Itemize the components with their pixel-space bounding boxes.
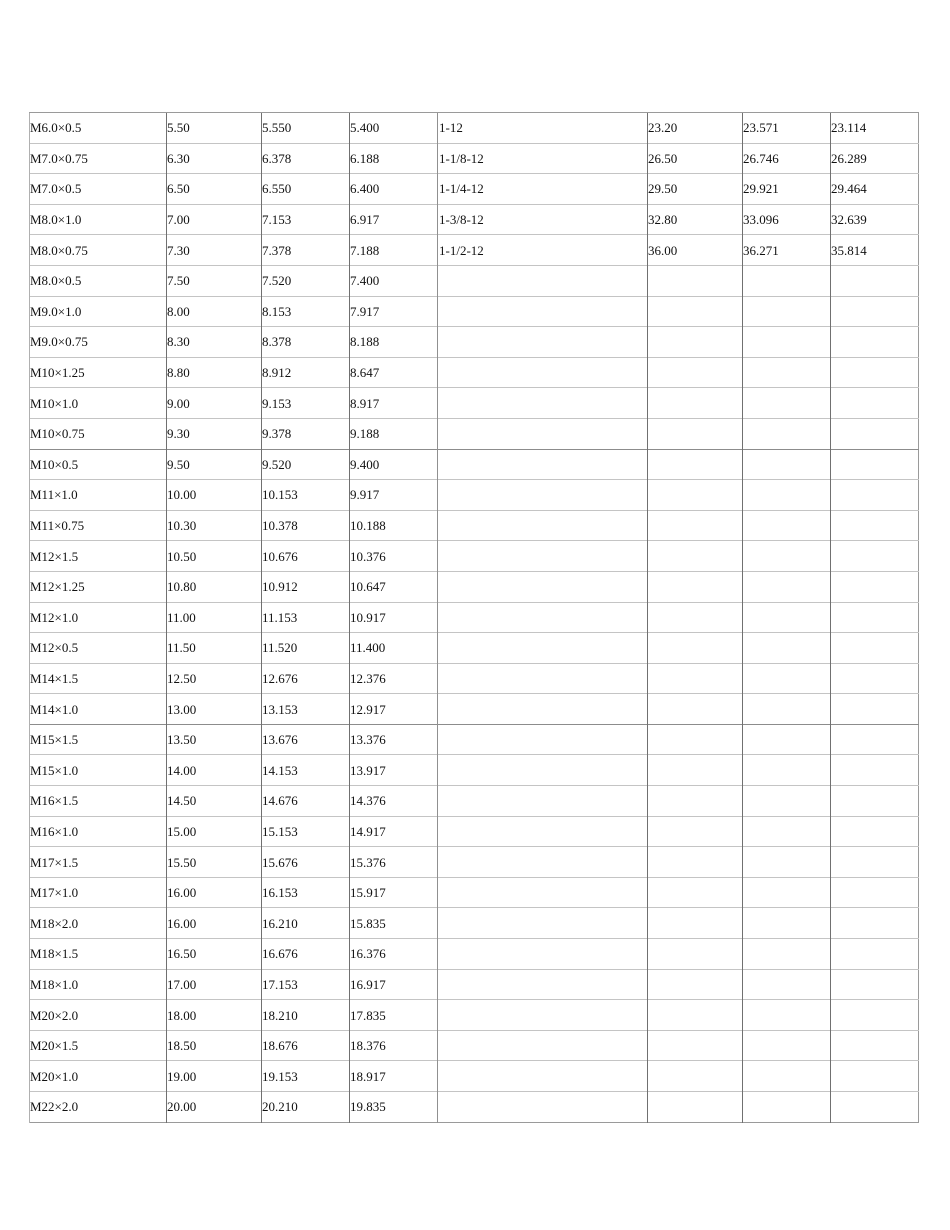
inch-max-cell <box>743 510 831 541</box>
metric-thread-size-cell: M20×2.0 <box>30 1000 167 1031</box>
inch-value-cell <box>648 602 743 633</box>
metric-min-cell: 8.917 <box>350 388 438 419</box>
metric-thread-size-cell: M10×0.75 <box>30 418 167 449</box>
table-row <box>30 816 919 847</box>
table-body <box>30 113 919 1123</box>
inch-value-cell <box>648 296 743 327</box>
metric-max-cell: 15.153 <box>262 816 350 847</box>
table-row <box>30 143 919 174</box>
inch-thread-size-cell <box>438 480 648 511</box>
metric-max-cell: 11.520 <box>262 633 350 664</box>
metric-value-cell: 13.50 <box>167 724 262 755</box>
inch-min-cell <box>831 816 919 847</box>
metric-max-cell: 18.676 <box>262 1030 350 1061</box>
inch-max-cell <box>743 388 831 419</box>
inch-value-cell <box>648 1000 743 1031</box>
inch-max-cell: 33.096 <box>743 204 831 235</box>
metric-max-cell: 7.378 <box>262 235 350 266</box>
inch-value-cell <box>648 877 743 908</box>
inch-value-cell <box>648 541 743 572</box>
table-row <box>30 755 919 786</box>
metric-thread-size-cell: M11×0.75 <box>30 510 167 541</box>
metric-value-cell: 17.00 <box>167 969 262 1000</box>
metric-min-cell: 13.376 <box>350 724 438 755</box>
metric-value-cell: 15.00 <box>167 816 262 847</box>
inch-max-cell <box>743 418 831 449</box>
inch-max-cell <box>743 969 831 1000</box>
inch-thread-size-cell: 1-12 <box>438 113 648 144</box>
inch-thread-size-cell <box>438 602 648 633</box>
metric-min-cell: 10.647 <box>350 571 438 602</box>
table-row <box>30 418 919 449</box>
table-row <box>30 724 919 755</box>
table-row <box>30 969 919 1000</box>
metric-thread-size-cell: M12×1.25 <box>30 571 167 602</box>
inch-max-cell <box>743 755 831 786</box>
metric-max-cell: 20.210 <box>262 1092 350 1123</box>
inch-thread-size-cell <box>438 969 648 1000</box>
metric-value-cell: 7.00 <box>167 204 262 235</box>
metric-thread-size-cell: M8.0×0.5 <box>30 265 167 296</box>
metric-thread-size-cell: M16×1.0 <box>30 816 167 847</box>
inch-thread-size-cell <box>438 847 648 878</box>
metric-thread-size-cell: M12×1.0 <box>30 602 167 633</box>
metric-value-cell: 7.50 <box>167 265 262 296</box>
metric-thread-size-cell: M18×2.0 <box>30 908 167 939</box>
table-row <box>30 877 919 908</box>
inch-max-cell <box>743 694 831 725</box>
metric-max-cell: 14.676 <box>262 786 350 817</box>
metric-max-cell: 8.378 <box>262 327 350 358</box>
inch-max-cell <box>743 663 831 694</box>
table-row <box>30 1092 919 1123</box>
metric-max-cell: 9.378 <box>262 418 350 449</box>
inch-value-cell <box>648 265 743 296</box>
inch-thread-size-cell <box>438 633 648 664</box>
metric-min-cell: 10.188 <box>350 510 438 541</box>
metric-max-cell: 9.153 <box>262 388 350 419</box>
metric-max-cell: 14.153 <box>262 755 350 786</box>
metric-value-cell: 16.50 <box>167 939 262 970</box>
inch-max-cell <box>743 449 831 480</box>
inch-min-cell <box>831 418 919 449</box>
inch-thread-size-cell: 1-3/8-12 <box>438 204 648 235</box>
metric-max-cell: 16.210 <box>262 908 350 939</box>
inch-min-cell <box>831 939 919 970</box>
inch-max-cell <box>743 602 831 633</box>
inch-value-cell <box>648 388 743 419</box>
metric-thread-size-cell: M7.0×0.5 <box>30 174 167 205</box>
metric-value-cell: 10.50 <box>167 541 262 572</box>
inch-thread-size-cell: 1-1/8-12 <box>438 143 648 174</box>
table-row <box>30 633 919 664</box>
inch-max-cell <box>743 480 831 511</box>
inch-min-cell <box>831 755 919 786</box>
inch-thread-size-cell <box>438 571 648 602</box>
inch-min-cell <box>831 541 919 572</box>
inch-min-cell <box>831 786 919 817</box>
metric-value-cell: 10.00 <box>167 480 262 511</box>
inch-value-cell: 29.50 <box>648 174 743 205</box>
metric-value-cell: 9.00 <box>167 388 262 419</box>
inch-min-cell <box>831 847 919 878</box>
inch-min-cell: 23.114 <box>831 113 919 144</box>
inch-thread-size-cell <box>438 663 648 694</box>
inch-max-cell <box>743 1092 831 1123</box>
metric-max-cell: 12.676 <box>262 663 350 694</box>
metric-max-cell: 10.378 <box>262 510 350 541</box>
table-row <box>30 847 919 878</box>
inch-min-cell <box>831 571 919 602</box>
metric-thread-size-cell: M15×1.0 <box>30 755 167 786</box>
metric-thread-size-cell: M20×1.0 <box>30 1061 167 1092</box>
inch-max-cell <box>743 877 831 908</box>
inch-max-cell <box>743 816 831 847</box>
metric-min-cell: 11.400 <box>350 633 438 664</box>
metric-min-cell: 8.647 <box>350 357 438 388</box>
metric-thread-size-cell: M8.0×1.0 <box>30 204 167 235</box>
inch-max-cell: 23.571 <box>743 113 831 144</box>
metric-thread-size-cell: M9.0×1.0 <box>30 296 167 327</box>
metric-max-cell: 9.520 <box>262 449 350 480</box>
inch-min-cell: 32.639 <box>831 204 919 235</box>
metric-thread-size-cell: M18×1.5 <box>30 939 167 970</box>
inch-thread-size-cell: 1-1/4-12 <box>438 174 648 205</box>
metric-value-cell: 12.50 <box>167 663 262 694</box>
table-row <box>30 388 919 419</box>
inch-value-cell <box>648 571 743 602</box>
table-row <box>30 265 919 296</box>
inch-max-cell: 26.746 <box>743 143 831 174</box>
inch-max-cell <box>743 357 831 388</box>
metric-thread-size-cell: M10×1.25 <box>30 357 167 388</box>
metric-min-cell: 10.376 <box>350 541 438 572</box>
metric-thread-size-cell: M16×1.5 <box>30 786 167 817</box>
metric-value-cell: 6.50 <box>167 174 262 205</box>
metric-value-cell: 15.50 <box>167 847 262 878</box>
metric-min-cell: 9.188 <box>350 418 438 449</box>
inch-value-cell <box>648 510 743 541</box>
inch-thread-size-cell <box>438 877 648 908</box>
inch-min-cell <box>831 480 919 511</box>
inch-thread-size-cell <box>438 908 648 939</box>
metric-max-cell: 19.153 <box>262 1061 350 1092</box>
inch-value-cell <box>648 847 743 878</box>
inch-min-cell <box>831 602 919 633</box>
metric-value-cell: 11.00 <box>167 602 262 633</box>
metric-max-cell: 5.550 <box>262 113 350 144</box>
metric-thread-size-cell: M22×2.0 <box>30 1092 167 1123</box>
inch-thread-size-cell <box>438 449 648 480</box>
inch-value-cell <box>648 939 743 970</box>
metric-min-cell: 12.917 <box>350 694 438 725</box>
inch-thread-size-cell <box>438 357 648 388</box>
inch-min-cell <box>831 296 919 327</box>
metric-min-cell: 13.917 <box>350 755 438 786</box>
metric-value-cell: 8.80 <box>167 357 262 388</box>
inch-thread-size-cell <box>438 724 648 755</box>
inch-min-cell <box>831 265 919 296</box>
table-row <box>30 204 919 235</box>
table-row <box>30 235 919 266</box>
inch-value-cell: 36.00 <box>648 235 743 266</box>
inch-thread-size-cell <box>438 939 648 970</box>
metric-thread-size-cell: M9.0×0.75 <box>30 327 167 358</box>
inch-value-cell <box>648 694 743 725</box>
metric-value-cell: 6.30 <box>167 143 262 174</box>
inch-thread-size-cell <box>438 1030 648 1061</box>
metric-thread-size-cell: M20×1.5 <box>30 1030 167 1061</box>
metric-thread-size-cell: M12×0.5 <box>30 633 167 664</box>
metric-value-cell: 20.00 <box>167 1092 262 1123</box>
metric-min-cell: 14.376 <box>350 786 438 817</box>
inch-max-cell <box>743 847 831 878</box>
inch-min-cell <box>831 1061 919 1092</box>
inch-value-cell <box>648 816 743 847</box>
table-row <box>30 571 919 602</box>
inch-value-cell <box>648 1030 743 1061</box>
inch-max-cell <box>743 1000 831 1031</box>
metric-value-cell: 9.50 <box>167 449 262 480</box>
inch-value-cell: 23.20 <box>648 113 743 144</box>
metric-max-cell: 16.153 <box>262 877 350 908</box>
metric-value-cell: 5.50 <box>167 113 262 144</box>
metric-value-cell: 13.00 <box>167 694 262 725</box>
inch-thread-size-cell <box>438 327 648 358</box>
metric-min-cell: 15.917 <box>350 877 438 908</box>
inch-min-cell <box>831 1000 919 1031</box>
table-row <box>30 694 919 725</box>
metric-min-cell: 18.917 <box>350 1061 438 1092</box>
metric-value-cell: 8.30 <box>167 327 262 358</box>
inch-thread-size-cell: 1-1/2-12 <box>438 235 648 266</box>
inch-value-cell <box>648 969 743 1000</box>
inch-thread-size-cell <box>438 755 648 786</box>
metric-max-cell: 13.676 <box>262 724 350 755</box>
table-row <box>30 602 919 633</box>
inch-max-cell <box>743 633 831 664</box>
metric-thread-size-cell: M17×1.0 <box>30 877 167 908</box>
metric-max-cell: 18.210 <box>262 1000 350 1031</box>
inch-thread-size-cell <box>438 1061 648 1092</box>
inch-max-cell <box>743 786 831 817</box>
metric-value-cell: 14.00 <box>167 755 262 786</box>
table-row <box>30 786 919 817</box>
table-row <box>30 327 919 358</box>
table-row <box>30 174 919 205</box>
metric-min-cell: 16.376 <box>350 939 438 970</box>
inch-max-cell <box>743 1030 831 1061</box>
inch-thread-size-cell <box>438 541 648 572</box>
inch-value-cell <box>648 1092 743 1123</box>
table-row <box>30 449 919 480</box>
inch-value-cell <box>648 357 743 388</box>
metric-min-cell: 9.917 <box>350 480 438 511</box>
metric-min-cell: 15.835 <box>350 908 438 939</box>
inch-max-cell <box>743 724 831 755</box>
inch-thread-size-cell <box>438 816 648 847</box>
inch-thread-size-cell <box>438 1000 648 1031</box>
inch-value-cell <box>648 480 743 511</box>
metric-max-cell: 8.153 <box>262 296 350 327</box>
metric-value-cell: 10.80 <box>167 571 262 602</box>
metric-min-cell: 5.400 <box>350 113 438 144</box>
metric-min-cell: 16.917 <box>350 969 438 1000</box>
inch-min-cell <box>831 969 919 1000</box>
inch-value-cell: 26.50 <box>648 143 743 174</box>
metric-thread-size-cell: M17×1.5 <box>30 847 167 878</box>
table-row <box>30 541 919 572</box>
inch-thread-size-cell <box>438 388 648 419</box>
metric-min-cell: 7.188 <box>350 235 438 266</box>
metric-max-cell: 11.153 <box>262 602 350 633</box>
metric-thread-size-cell: M15×1.5 <box>30 724 167 755</box>
metric-min-cell: 7.917 <box>350 296 438 327</box>
table-row <box>30 939 919 970</box>
inch-value-cell <box>648 633 743 664</box>
table-row <box>30 510 919 541</box>
inch-min-cell: 35.814 <box>831 235 919 266</box>
metric-min-cell: 8.188 <box>350 327 438 358</box>
inch-max-cell <box>743 939 831 970</box>
inch-min-cell <box>831 663 919 694</box>
inch-value-cell <box>648 755 743 786</box>
inch-min-cell <box>831 908 919 939</box>
inch-thread-size-cell <box>438 296 648 327</box>
metric-thread-size-cell: M7.0×0.75 <box>30 143 167 174</box>
inch-max-cell <box>743 327 831 358</box>
metric-thread-size-cell: M18×1.0 <box>30 969 167 1000</box>
metric-max-cell: 17.153 <box>262 969 350 1000</box>
table-row <box>30 663 919 694</box>
inch-value-cell <box>648 418 743 449</box>
inch-thread-size-cell <box>438 418 648 449</box>
inch-value-cell: 32.80 <box>648 204 743 235</box>
metric-min-cell: 6.917 <box>350 204 438 235</box>
metric-min-cell: 18.376 <box>350 1030 438 1061</box>
metric-value-cell: 10.30 <box>167 510 262 541</box>
inch-value-cell <box>648 663 743 694</box>
inch-max-cell <box>743 296 831 327</box>
inch-value-cell <box>648 1061 743 1092</box>
metric-value-cell: 11.50 <box>167 633 262 664</box>
table-row <box>30 296 919 327</box>
metric-max-cell: 15.676 <box>262 847 350 878</box>
metric-max-cell: 13.153 <box>262 694 350 725</box>
metric-value-cell: 18.00 <box>167 1000 262 1031</box>
metric-min-cell: 12.376 <box>350 663 438 694</box>
inch-max-cell <box>743 265 831 296</box>
metric-min-cell: 17.835 <box>350 1000 438 1031</box>
table-row <box>30 480 919 511</box>
metric-max-cell: 10.676 <box>262 541 350 572</box>
metric-min-cell: 19.835 <box>350 1092 438 1123</box>
metric-max-cell: 10.153 <box>262 480 350 511</box>
metric-thread-size-cell: M14×1.5 <box>30 663 167 694</box>
table-row <box>30 1030 919 1061</box>
metric-value-cell: 16.00 <box>167 877 262 908</box>
inch-min-cell: 26.289 <box>831 143 919 174</box>
metric-value-cell: 9.30 <box>167 418 262 449</box>
metric-thread-size-cell: M11×1.0 <box>30 480 167 511</box>
inch-value-cell <box>648 786 743 817</box>
inch-value-cell <box>648 449 743 480</box>
inch-thread-size-cell <box>438 1092 648 1123</box>
inch-thread-size-cell <box>438 265 648 296</box>
table-row <box>30 1061 919 1092</box>
metric-max-cell: 7.520 <box>262 265 350 296</box>
metric-min-cell: 6.400 <box>350 174 438 205</box>
inch-value-cell <box>648 724 743 755</box>
metric-thread-size-cell: M10×0.5 <box>30 449 167 480</box>
inch-thread-size-cell <box>438 694 648 725</box>
metric-value-cell: 14.50 <box>167 786 262 817</box>
inch-min-cell <box>831 694 919 725</box>
table-row <box>30 357 919 388</box>
metric-min-cell: 14.917 <box>350 816 438 847</box>
inch-min-cell <box>831 388 919 419</box>
metric-min-cell: 7.400 <box>350 265 438 296</box>
metric-value-cell: 7.30 <box>167 235 262 266</box>
inch-min-cell <box>831 1092 919 1123</box>
inch-max-cell <box>743 1061 831 1092</box>
metric-value-cell: 16.00 <box>167 908 262 939</box>
inch-max-cell: 29.921 <box>743 174 831 205</box>
inch-min-cell <box>831 877 919 908</box>
inch-min-cell <box>831 1030 919 1061</box>
metric-thread-size-cell: M6.0×0.5 <box>30 113 167 144</box>
inch-max-cell <box>743 571 831 602</box>
table-row <box>30 1000 919 1031</box>
inch-max-cell <box>743 541 831 572</box>
metric-min-cell: 10.917 <box>350 602 438 633</box>
metric-max-cell: 16.676 <box>262 939 350 970</box>
metric-max-cell: 6.550 <box>262 174 350 205</box>
metric-thread-size-cell: M14×1.0 <box>30 694 167 725</box>
metric-max-cell: 10.912 <box>262 571 350 602</box>
metric-thread-size-cell: M8.0×0.75 <box>30 235 167 266</box>
inch-min-cell: 29.464 <box>831 174 919 205</box>
metric-value-cell: 19.00 <box>167 1061 262 1092</box>
table-row <box>30 908 919 939</box>
metric-thread-size-cell: M12×1.5 <box>30 541 167 572</box>
metric-max-cell: 7.153 <box>262 204 350 235</box>
inch-max-cell <box>743 908 831 939</box>
inch-min-cell <box>831 357 919 388</box>
metric-min-cell: 9.400 <box>350 449 438 480</box>
inch-value-cell <box>648 327 743 358</box>
inch-thread-size-cell <box>438 510 648 541</box>
metric-min-cell: 15.376 <box>350 847 438 878</box>
inch-value-cell <box>648 908 743 939</box>
inch-min-cell <box>831 724 919 755</box>
inch-max-cell: 36.271 <box>743 235 831 266</box>
inch-min-cell <box>831 633 919 664</box>
metric-value-cell: 18.50 <box>167 1030 262 1061</box>
metric-thread-size-cell: M10×1.0 <box>30 388 167 419</box>
metric-max-cell: 6.378 <box>262 143 350 174</box>
table-row <box>30 113 919 144</box>
metric-max-cell: 8.912 <box>262 357 350 388</box>
metric-min-cell: 6.188 <box>350 143 438 174</box>
inch-thread-size-cell <box>438 786 648 817</box>
inch-min-cell <box>831 449 919 480</box>
metric-value-cell: 8.00 <box>167 296 262 327</box>
thread-size-table <box>29 112 919 1123</box>
inch-min-cell <box>831 327 919 358</box>
inch-min-cell <box>831 510 919 541</box>
